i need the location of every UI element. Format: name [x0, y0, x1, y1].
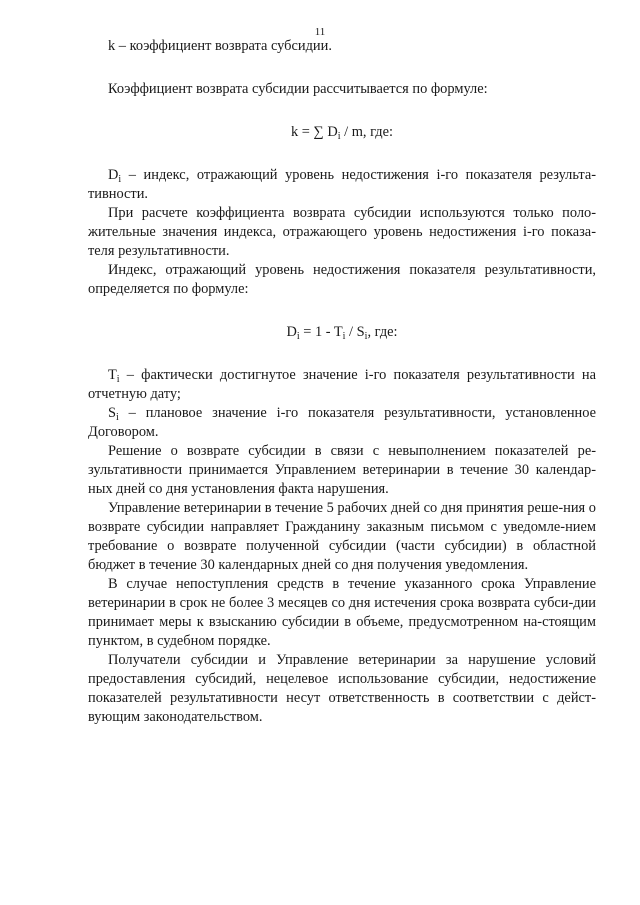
paragraph-si-definition	[88, 404, 596, 442]
paragraph-ti-definition	[88, 366, 596, 404]
formula-index-sub-c: i	[364, 331, 368, 342]
si-subscript: i	[116, 412, 119, 423]
paragraph-index-intro: Индекс, отражающий уровень недостижения показателя результативности, определяется по формуле:	[88, 262, 596, 297]
formula-coefficient-rhs: / m, где:	[340, 124, 394, 140]
paragraph-only-positive: При расчете коэффициента возврата субсидии используются только поло-жительные значения индекса, отражающего уровень недостижения i-го показа-теля результативности.	[88, 205, 596, 259]
document-body	[88, 37, 596, 727]
ti-symbol: T	[108, 367, 117, 383]
paragraph-coefficient-intro: Коэффициент возврата субсидии рассчитывается по формуле:	[108, 81, 488, 97]
formula-index-part-d: , где:	[367, 324, 398, 340]
paragraph-non-receipt: В случае непоступления средств в течение указанного срока Управление ветеринарии в срок не более 3 месяцев со дня истечения срока возврата субси-дии принимает меры к взысканию субсидии в объеме, предусмотренном на-стоящим пунктом, в судебном порядке.	[88, 576, 596, 649]
di-subscript: i	[118, 174, 122, 185]
formula-coefficient-lhs: k = ∑ D	[290, 124, 338, 140]
paragraph-notification: Управление ветеринарии в течение 5 рабочих дней со дня принятия реше-ния о возврате субсидии направляет Гражданину заказным письмом с уведомле-нием требование о возврате полученной субсидии (части субсидии) в областной бюджет в течение 30 календарных дней со дня получения уведомления.	[88, 500, 596, 573]
paragraph-di-definition	[88, 166, 596, 204]
ti-subscript: i	[116, 374, 120, 385]
formula-index	[88, 323, 596, 342]
si-text: – плановое значение i-го показателя результативности, установленное Договором.	[88, 405, 596, 440]
ti-text: – фактически достигнутое значение i-го показателя результативности на отчетную дату;	[88, 367, 596, 402]
formula-index-part-b: = 1 - T	[299, 324, 343, 340]
di-text: – индекс, отражающий уровень недостижения i-го показателя результа-тивности.	[88, 167, 596, 202]
formula-index-sub-a: i	[296, 331, 300, 342]
si-symbol: S	[108, 405, 117, 421]
formula-coefficient	[88, 123, 596, 142]
page-number: 11	[314, 26, 326, 38]
paragraph-k-definition: k – коэффициент возврата субсидии.	[108, 38, 332, 54]
formula-index-sub-b: i	[342, 331, 346, 342]
paragraph-liability: Получатели субсидии и Управление ветеринарии за нарушение условий предоставления субсидий, нецелевое использование субсидии, недостижение показателей результативности несут ответственность в соответствии с дейст-вующим законодательством.	[88, 652, 596, 725]
di-symbol: D	[108, 167, 119, 183]
formula-coefficient-subscript: i	[337, 131, 341, 142]
formula-index-part-a: D	[286, 324, 297, 340]
formula-index-part-c: / S	[345, 324, 365, 340]
paragraph-decision: Решение о возврате субсидии в связи с невыполнением показателей ре-зультативности принимается Управлением ветеринарии в течение 30 календар-ных дней со дня установления факта нарушения.	[88, 443, 596, 497]
